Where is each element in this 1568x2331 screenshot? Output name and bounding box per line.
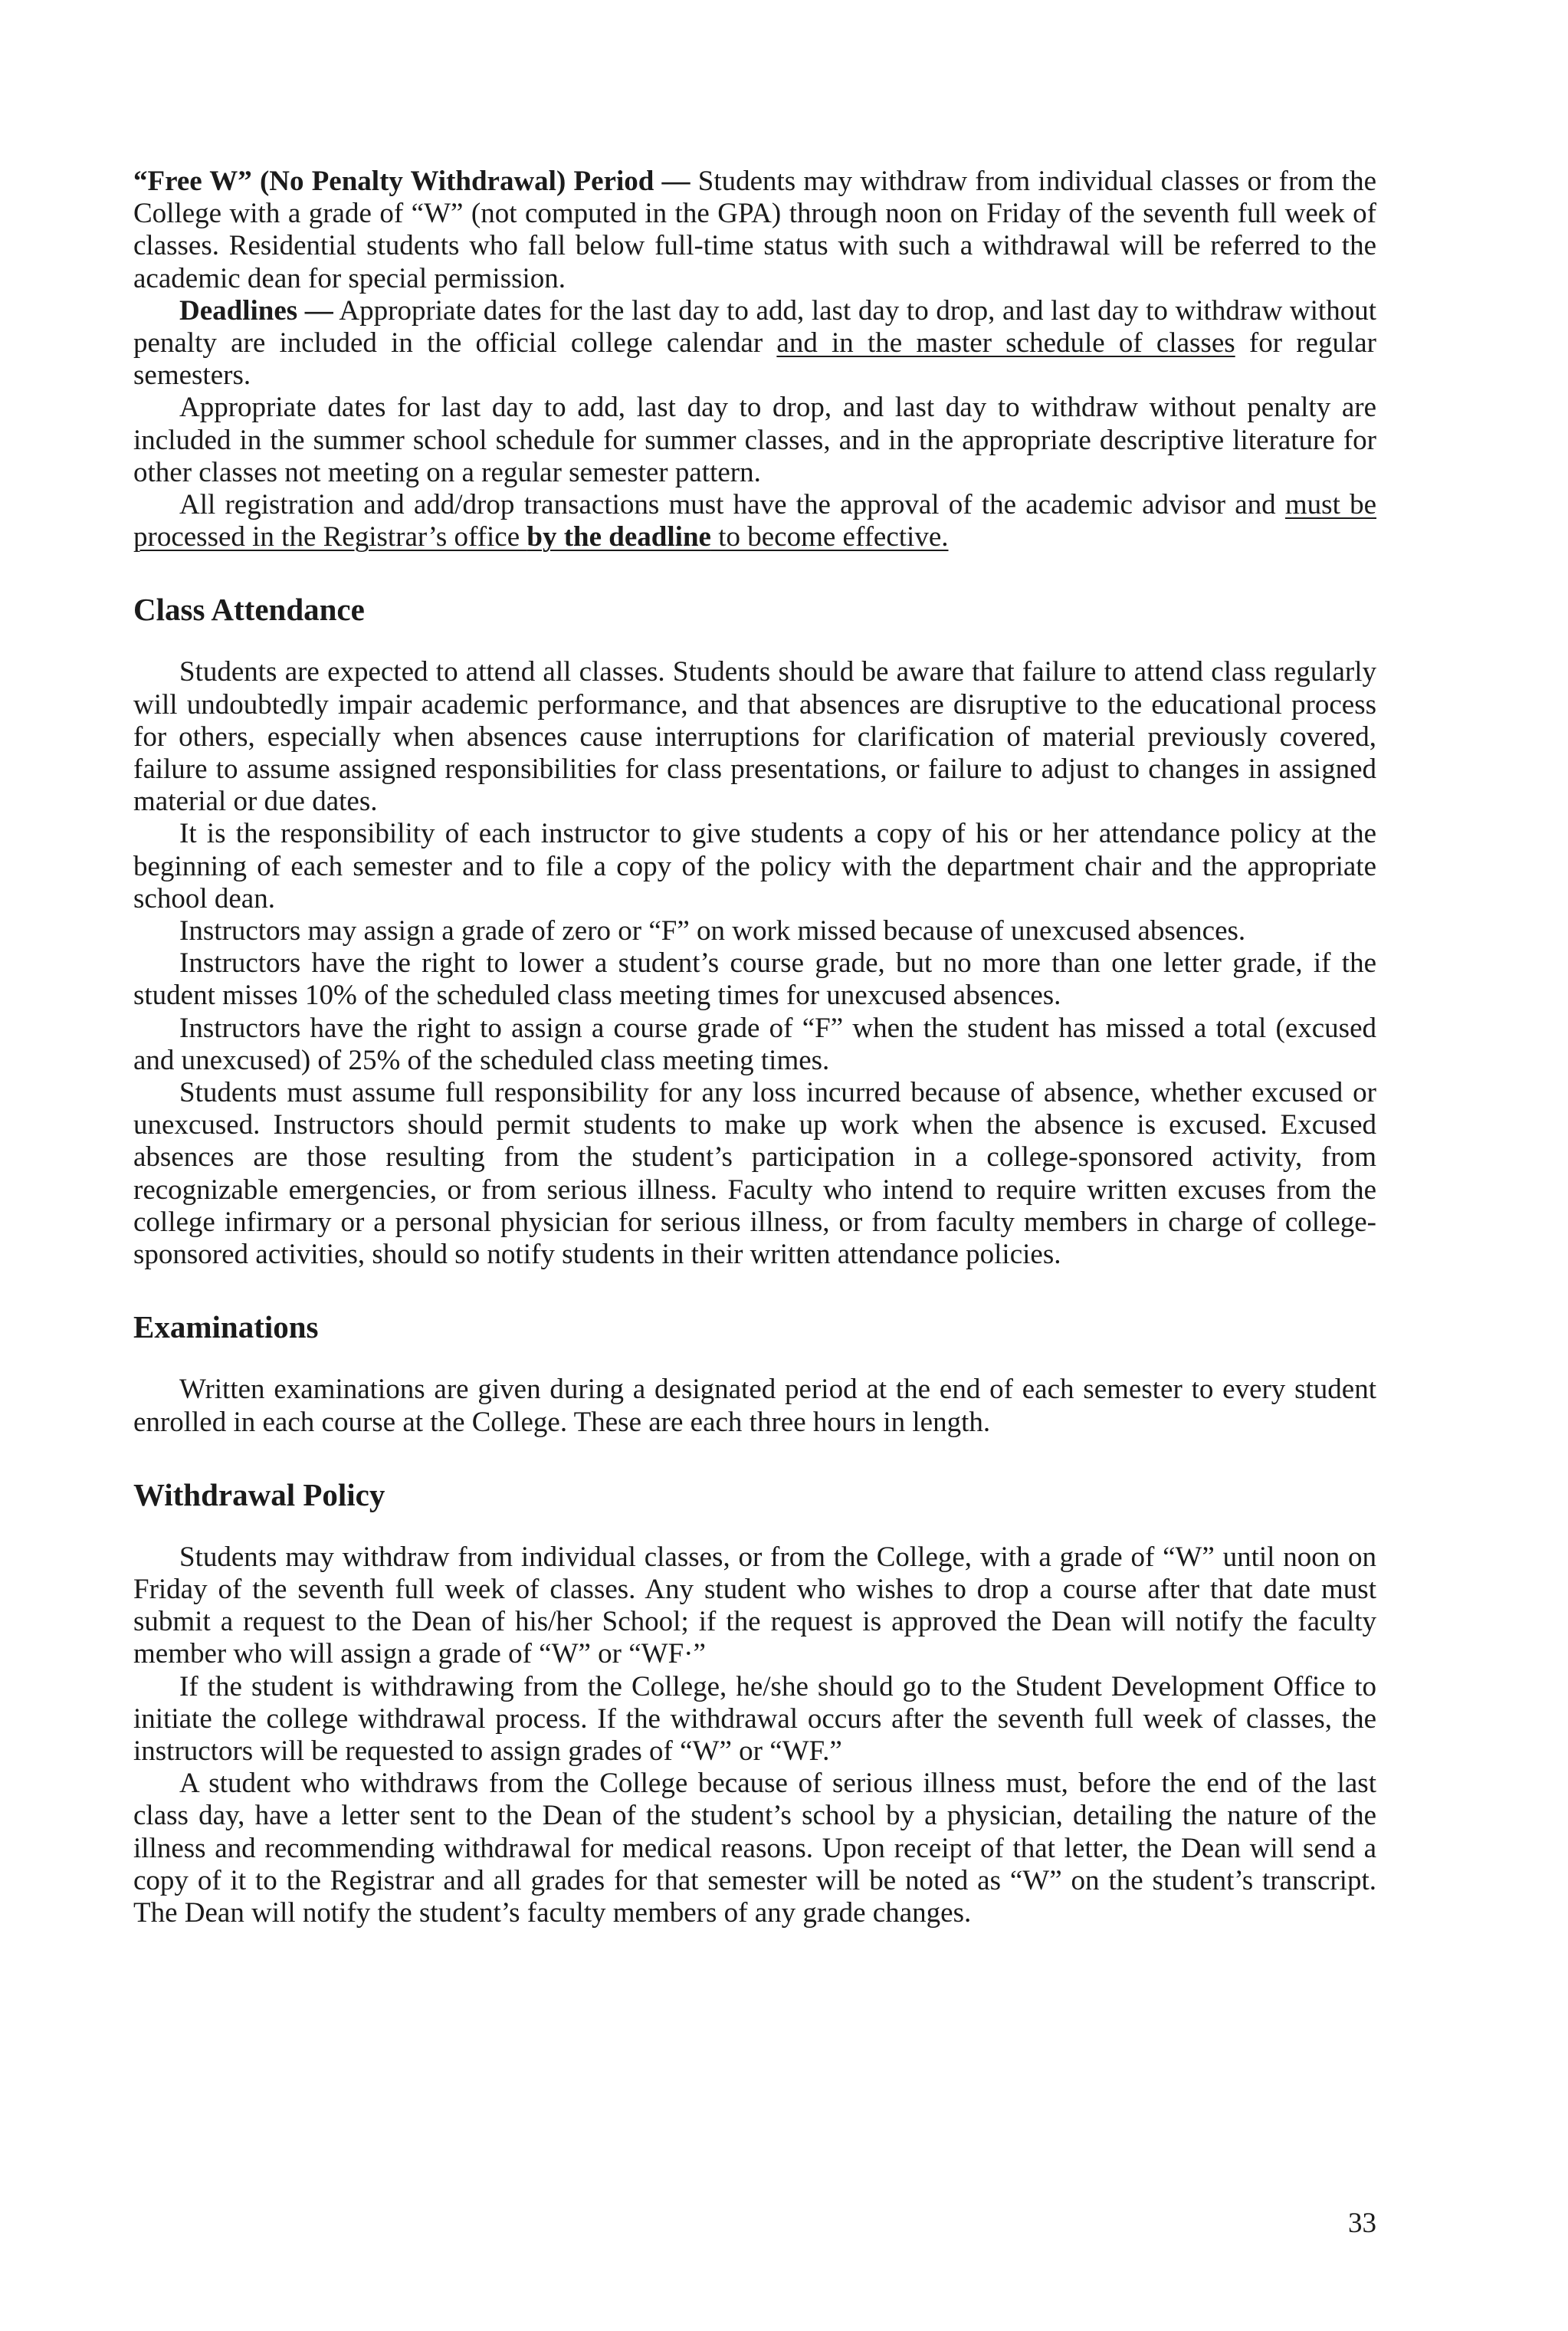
- class-attendance-section: [133, 656, 1376, 1271]
- registration-underlined-bold: by the deadline: [526, 521, 711, 553]
- class-attendance-paragraph: Instructors have the right to assign a course grade of “F” when the student has missed a total (excused and unexcused) of 25% of the scheduled class meeting times.: [133, 1012, 1376, 1076]
- withdrawal-policy-paragraph: If the student is withdrawing from the College, he/she should go to the Student Development Office to initiate the college withdrawal process. If the withdrawal occurs after the seventh full week of classes, the instructors will be requested to assign grades of “W” or “WF.”: [133, 1670, 1376, 1767]
- withdrawal-policy-paragraph: A student who withdraws from the College because of serious illness must, before the end of the last class day, have a letter sent to the Dean of the student’s school by a physician, detailing the nature of the illness and recommending withdrawal for medical reasons. Upon receipt of that letter, the Dean will send a copy of it to the Registrar and all grades for that semester will be noted as “W” on the student’s transcript. The Dean will notify the student’s faculty members of any grade changes.: [133, 1768, 1376, 1929]
- page-number: 33: [1348, 2208, 1376, 2239]
- deadlines-text-2: for regular semesters.: [133, 327, 1376, 392]
- withdrawal-policy-section: [133, 1541, 1376, 1929]
- examinations-heading: Examinations: [133, 1309, 319, 1345]
- registration-underlined-2: to become effective.: [710, 521, 949, 553]
- class-attendance-paragraph: Students are expected to attend all classes. Students should be aware that failure to attend class regularly will undoubtedly impair academic performance, and that absences are disruptive to the educational process for others, especially when absences cause interruptions for clarification of material previously covered, failure to assume assigned responsibilities for class presentations, or failure to adjust to changes in assigned material or due dates.: [133, 656, 1376, 818]
- withdrawal-policy-paragraph: Students may withdraw from individual classes, or from the College, with a grade of “W” until noon on Friday of the seventh full week of classes. Any student who wishes to drop a course after that date must submit a request to the Dean of his/her School; if the request is approved the Dean will notify the faculty member who will assign a grade of “W” or “WF·”: [133, 1541, 1376, 1670]
- free-w-text: Students may withdraw from individual classes or from the College with a grade of “W” (not computed in the GPA) through noon on Friday of the seventh full week of classes. Residential students who fall below full-time status with such a withdrawal will be referred to the academic dean for special permission.: [133, 166, 1377, 294]
- withdrawal-policy-heading: Withdrawal Policy: [133, 1476, 385, 1512]
- page-body: [133, 166, 1376, 1929]
- class-attendance-paragraph: It is the responsibility of each instructor to give students a copy of his or her attendance policy at the beginning of each semester and to file a copy of the policy with the department chair and the appropriate school dean.: [133, 818, 1376, 914]
- examinations-paragraph: Written examinations are given during a designated period at the end of each semester to every student enrolled in each course at the College. These are each three hours in length.: [133, 1374, 1376, 1438]
- summer-paragraph: Appropriate dates for last day to add, last day to drop, and last day to withdraw without penalty are included in the summer school schedule for summer classes, and in the appropriate descriptive literature for other classes not meeting on a regular semester pattern.: [133, 392, 1376, 488]
- registration-paragraph: [133, 489, 1376, 553]
- class-attendance-paragraph: Instructors have the right to lower a student’s course grade, but no more than one letter grade, if the student misses 10% of the scheduled class meeting times for unexcused absences.: [133, 947, 1376, 1012]
- deadlines-paragraph: [133, 295, 1376, 392]
- class-attendance-paragraph: Students must assume full responsibility for any loss incurred because of absence, whether excused or unexcused. Instructors should permit students to make up work when the absence is excused. Excused absences are those resulting from the student’s participation in a college-sponsored activity, from recognizable emergencies, or from serious illness. Faculty who intend to require written excuses from the college infirmary or a personal physician for serious illness, or from faculty members in charge of college-sponsored activities, should so notify students in their written attendance policies.: [133, 1077, 1376, 1271]
- deadlines-text-1: Appropriate dates for the last day to add, last day to drop, and last day to withdraw without penalty are included in the official college calendar: [133, 294, 1376, 359]
- intro-section: [133, 166, 1376, 553]
- free-w-paragraph: [133, 166, 1376, 295]
- registration-text-1: All registration and add/drop transactions must have the approval of the academic advisor and: [179, 489, 1285, 521]
- class-attendance-paragraph: Instructors may assign a grade of zero or “F” on work missed because of unexcused absences.: [179, 915, 1246, 947]
- deadlines-lead: Deadlines —: [179, 294, 333, 327]
- deadlines-underlined: and in the master schedule of classes: [776, 327, 1235, 359]
- free-w-lead: “Free W” (No Penalty Withdrawal) Period —: [133, 166, 691, 197]
- examinations-section: [133, 1374, 1376, 1438]
- registration-underlined-1: must be processed in the Registrar’s office: [133, 489, 1376, 553]
- class-attendance-heading: Class Attendance: [133, 592, 365, 628]
